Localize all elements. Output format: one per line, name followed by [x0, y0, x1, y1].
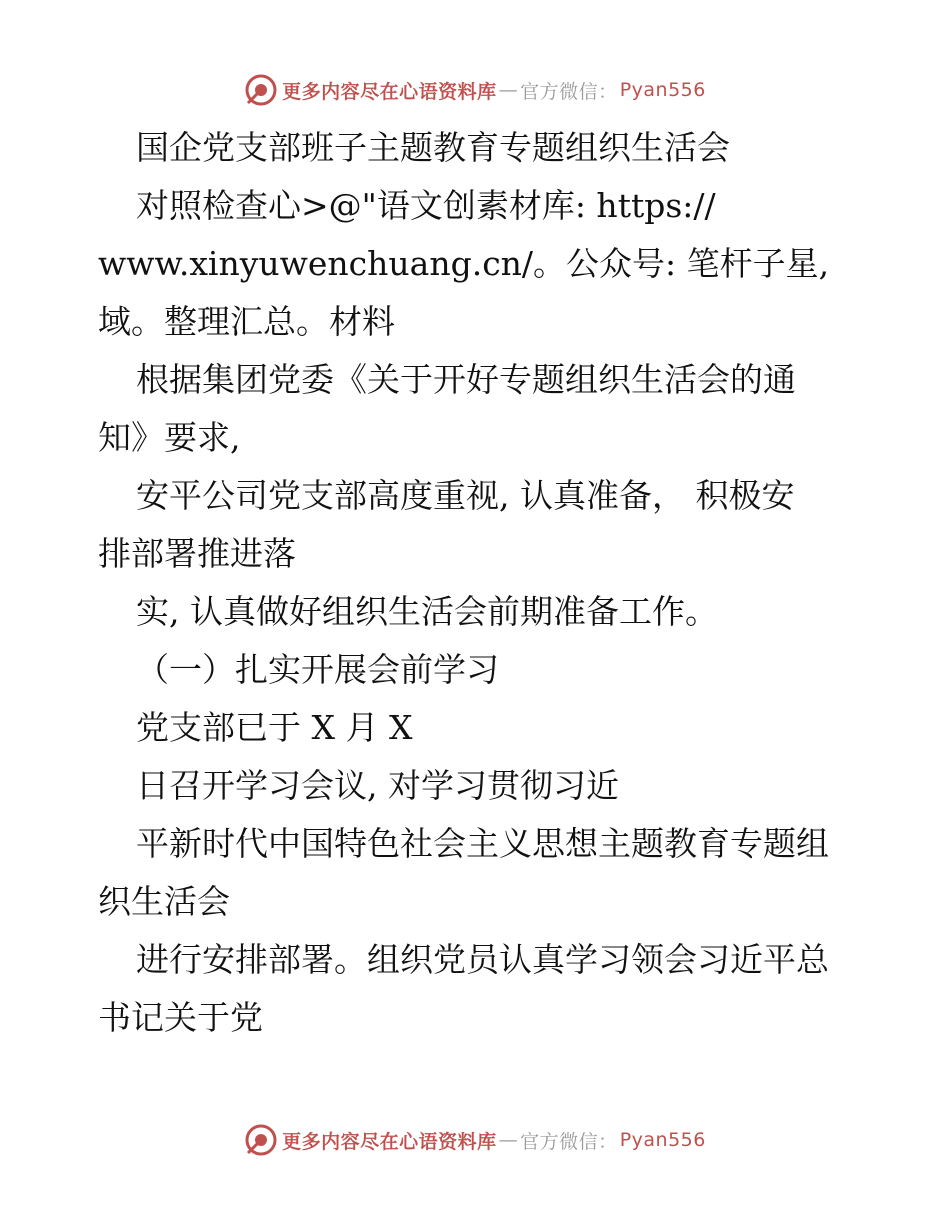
doc-line: 域。整理汇总。材料: [98, 302, 395, 341]
pen-logo-icon: [244, 1123, 278, 1157]
section-heading: （一）扎实开展会前学习: [136, 650, 499, 689]
doc-line: 安平公司党支部高度重视, 认真准备， 积极安: [136, 476, 795, 515]
watermark-id: Pyan556: [619, 1129, 706, 1151]
doc-line: 实, 认真做好组织生活会前期准备工作。: [136, 592, 718, 631]
header-watermark: [0, 70, 950, 110]
watermark-text: 更多内容尽在心语资料库: [282, 1130, 497, 1153]
doc-line: www.xinyuwenchuang.cn/。公众号: 笔杆子星,: [98, 244, 830, 283]
watermark-text: 更多内容尽在心语资料库: [282, 80, 497, 103]
watermark-sub: 官方微信：: [520, 80, 618, 103]
document-body: [98, 119, 858, 1047]
doc-line: 对照检查心>@"语文创素材库: https://: [136, 186, 716, 225]
doc-line: 知》要求,: [98, 418, 241, 457]
doc-line: 排部署推进落: [98, 534, 296, 573]
doc-line: 平新时代中国特色社会主义思想主题教育专题组: [136, 824, 829, 863]
doc-line: 进行安排部署。组织党员认真学习领会习近平总: [136, 940, 829, 979]
doc-line: 党支部已于 X 月 X: [136, 708, 413, 747]
pen-logo-icon: [244, 73, 278, 107]
doc-line: 织生活会: [98, 882, 230, 921]
watermark-id: Pyan556: [619, 79, 706, 101]
watermark-dash: —: [498, 1129, 519, 1151]
doc-line: 日召开学习会议, 对学习贯彻习近: [136, 766, 619, 805]
watermark-dash: —: [498, 79, 519, 101]
watermark-sub: 官方微信：: [520, 1130, 618, 1153]
footer-watermark: [0, 1120, 950, 1160]
doc-line: 书记关于党: [98, 998, 263, 1037]
doc-title-line: 国企党支部班子主题教育专题组织生活会: [136, 128, 730, 167]
doc-line: 根据集团党委《关于开好专题组织生活会的通: [136, 360, 796, 399]
